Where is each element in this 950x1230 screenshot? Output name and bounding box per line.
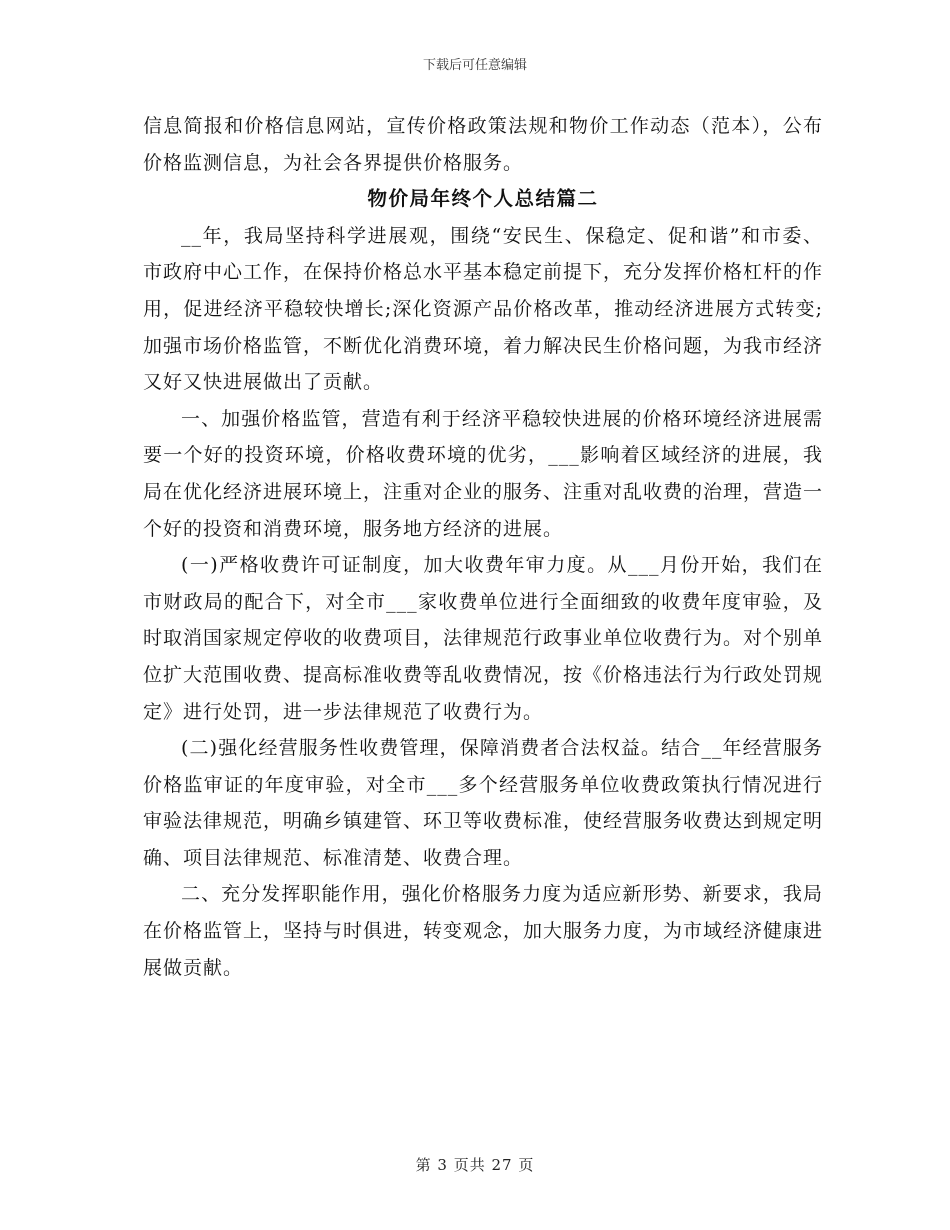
paragraph: 二、充分发挥职能作用，强化价格服务力度为适应新形势、新要求，我局在价格监管上，坚持与时俱进，转变观念，加大服务力度，为市域经济健康进展做贡献。 — [143, 883, 824, 979]
paragraph-continuation: 信息简报和价格信息网站，宣传价格政策法规和物价工作动态（范本），公布价格监测信息，为社会各界提供价格服务。 — [143, 115, 823, 174]
paragraph: __年，我局坚持科学进展观，围绕“安民生、保稳定、促和谐”和市委、市政府中心工作，在保持价格总水平基本稳定前提下，充分发挥价格杠杆的作用，促进经济平稳较快增长;深化资源产品价格改革，推动经济进展方式转变;加强市场价格监管，不断优化消费环境，着力解决民生价格问题，为我市经济又好又快进展做出了贡献。 — [143, 224, 824, 394]
page-number: 第 3 页共 27 页 — [415, 1156, 535, 1174]
paragraph: 一、加强价格监管，营造有利于经济平稳较快进展的价格环境经济进展需要一个好的投资环境，价格收费环境的优劣，___影响着区域经济的进展，我局在优化经济进展环境上，注重对企业的服务、注重对乱收费的治理，营造一个好的投资和消费环境，服务地方经济的进展。 — [143, 407, 824, 540]
paragraph: (一)严格收费许可证制度，加大收费年审力度。从___月份开始，我们在市财政局的配合下，对全市___家收费单位进行全面细致的收费年度审验，及时取消国家规定停收的收费项目，法律规范行政事业单位收费行为。对个别单位扩大范围收费、提高标准收费等乱收费情况，按《价格违法行为行政处罚规定》进行处罚，进一步法律规范了收费行为。 — [143, 554, 824, 723]
page-header: 下载后可任意编辑 — [422, 58, 527, 73]
section-heading: 物价局年终个人总结篇二 — [367, 187, 599, 211]
document-body — [143, 108, 823, 986]
paragraph: (二)强化经营服务性收费管理，保障消费者合法权益。结合__年经营服务价格监审证的年度审验，对全市___多个经营服务单位收费政策执行情况进行审验法律规范，明确乡镇建管、环卫等收费标准，使经营服务收费达到规定明确、项目法律规范、标准清楚、收费合理。 — [143, 737, 824, 869]
